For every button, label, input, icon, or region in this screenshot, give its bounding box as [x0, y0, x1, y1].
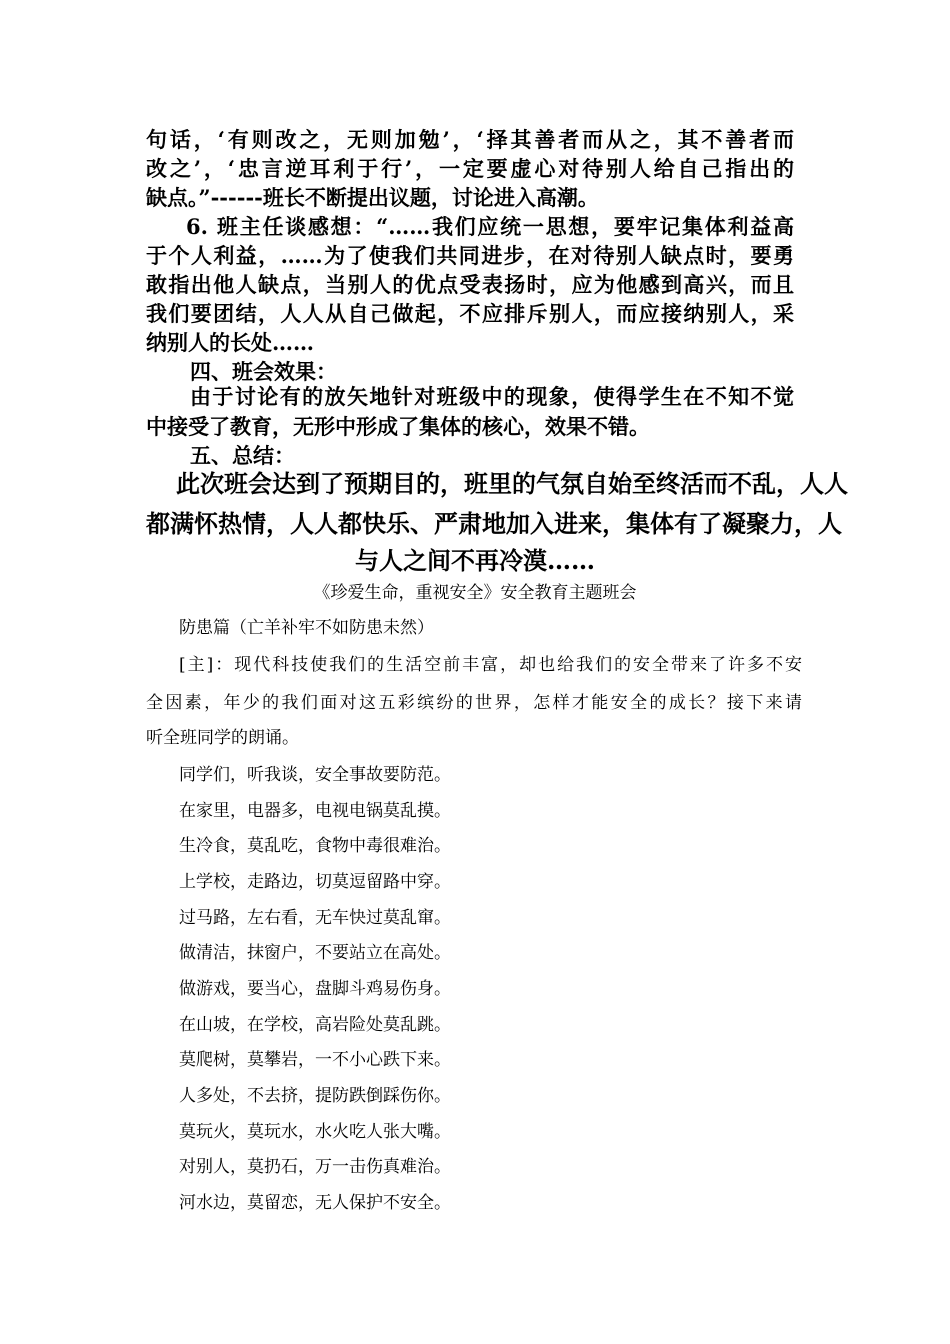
section-4-body-line: 由于讨论有的放矢地针对班级中的现象，使得学生在不知不觉: [190, 384, 794, 409]
item-6-line: 敢指出他人缺点，当别人的优点受表扬时，应为他感到高兴，而且: [146, 272, 794, 297]
poem-line: 生冷食，莫乱吃，食物中毒很难治。: [179, 836, 451, 856]
item-6-line: 于个人利益，……为了使我们共同进步，在对待别人缺点时，要勇: [146, 243, 794, 268]
intro-line: 全因素，年少的我们面对这五彩缤纷的世界，怎样才能安全的成长？接下来请: [146, 693, 802, 713]
paragraph-line: 句话，‘有则改之，无则加勉’，‘择其善者而从之，其不善者而: [146, 127, 794, 152]
item-6-line: 6. 班主任谈感想：“……我们应统一思想，要牢记集体利益高: [186, 214, 794, 239]
poem-line: 河水边，莫留恋，无人保护不安全。: [179, 1193, 451, 1213]
poem-line: 同学们，听我谈，安全事故要防范。: [179, 765, 451, 785]
poem-line: 上学校，走路边，切莫逗留路中穿。: [179, 872, 451, 892]
section-5-body-line: 此次班会达到了预期目的，班里的气氛自始至终活而不乱，人人: [176, 469, 848, 498]
poem-line: 人多处，不去挤，提防跌倒踩伤你。: [179, 1086, 451, 1106]
section-4-heading: 四、班会效果：: [190, 359, 337, 384]
poem-line: 在山坡，在学校，高岩险处莫乱跳。: [179, 1015, 451, 1035]
paragraph-line: 缺点。”------班长不断提出议题，讨论进入高潮。: [146, 185, 599, 210]
item-6-line: 纳别人的长处……: [146, 330, 314, 355]
poem-line: 过马路，左右看，无车快过莫乱窜。: [179, 908, 451, 928]
section-4-body-line: 中接受了教育，无形中形成了集体的核心，效果不错。: [146, 414, 650, 439]
intro-line: 听全班同学的朗诵。: [146, 728, 299, 748]
poem-line: 对别人，莫扔石，万一击伤真难治。: [179, 1157, 451, 1177]
section-5-body-line: 与人之间不再冷漠……: [355, 546, 595, 575]
item-6-line: 我们要团结，人人从自己做起，不应排斥别人，而应接纳别人，采: [146, 301, 794, 326]
paragraph-line: 改之’，‘忠言逆耳利于行’，一定要虚心对待别人给自己指出的: [146, 156, 794, 181]
section-5-heading: 五、总结：: [190, 443, 295, 468]
poem-line: 在家里，电器多，电视电锅莫乱摸。: [179, 801, 451, 821]
poem-line: 做游戏，要当心，盘脚斗鸡易伤身。: [179, 979, 451, 999]
poem-line: 莫玩火，莫玩水，水火吃人张大嘴。: [179, 1122, 451, 1142]
section-5-body-line: 都满怀热情，人人都快乐、严肃地加入进来，集体有了凝聚力，人: [146, 509, 842, 538]
document-subtitle: 防患篇（亡羊补牢不如防患未然）: [179, 618, 434, 638]
intro-line: [主]：现代科技使我们的生活空前丰富，却也给我们的安全带来了许多不安: [179, 655, 802, 675]
poem-line: 莫爬树，莫攀岩，一不小心跌下来。: [179, 1050, 451, 1070]
poem-line: 做清洁，抹窗户，不要站立在高处。: [179, 943, 451, 963]
document-title: 《珍爱生命，重视安全》安全教育主题班会: [313, 583, 637, 603]
